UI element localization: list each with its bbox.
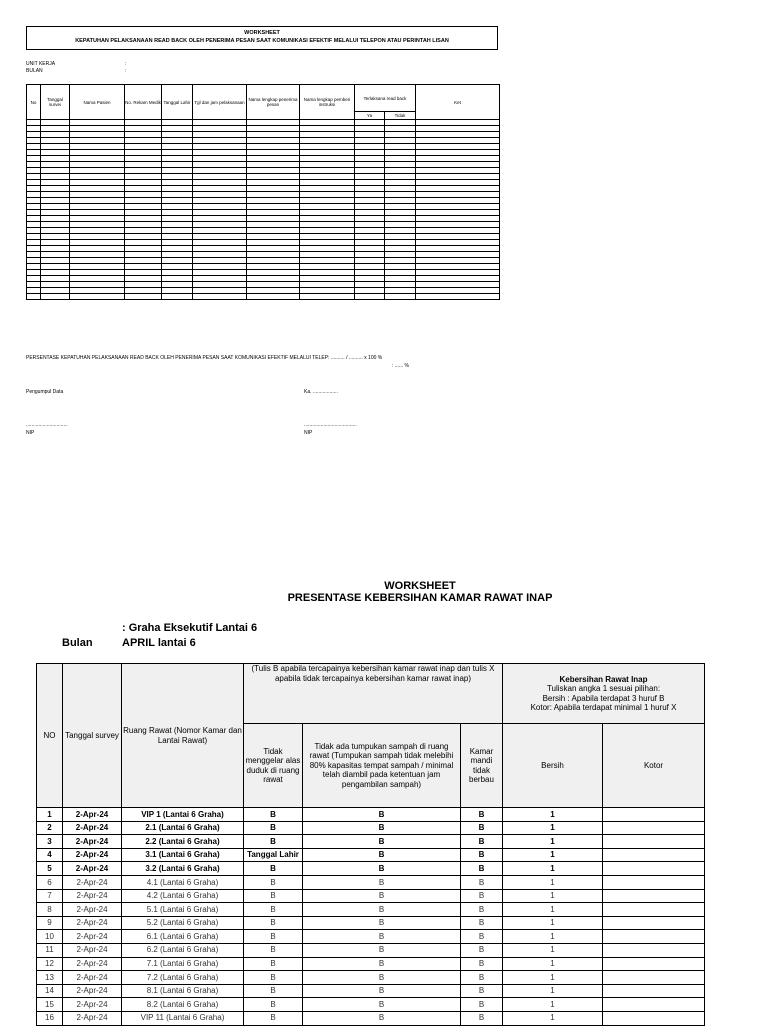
worksheet1-title-box	[26, 26, 498, 50]
row-tidak-menggelar: B	[244, 930, 303, 944]
row-kotor	[603, 943, 705, 957]
row-kamar-mandi: B	[461, 835, 503, 849]
row-no: 11	[37, 943, 63, 957]
row-tanggal: 2-Apr-24	[63, 875, 122, 889]
row-tanggal: 2-Apr-24	[63, 930, 122, 944]
row-bersih: 1	[503, 971, 603, 985]
row-tidak-menggelar: B	[244, 971, 303, 985]
ka-label: Ka. ..................	[304, 389, 338, 395]
nip-right: NIP	[304, 430, 313, 436]
row-tidak-menggelar: B	[244, 984, 303, 998]
row-tanggal: 2-Apr-24	[63, 808, 122, 822]
readback-table	[26, 84, 500, 300]
row-no: 7	[37, 889, 63, 903]
row-tanggal: 2-Apr-24	[63, 848, 122, 862]
row-bersih: 1	[503, 1011, 603, 1025]
row-tidak-menggelar: B	[244, 903, 303, 917]
row-ruang: 7.2 (Lantai 6 Graha)	[122, 971, 244, 985]
unit-kerja-label: UNIT KERJA	[26, 61, 56, 67]
row-kotor	[603, 984, 705, 998]
table-row	[37, 998, 705, 1012]
row-bersih: 1	[503, 930, 603, 944]
th2-no: NO	[37, 664, 63, 808]
row-tanggal: 2-Apr-24	[63, 862, 122, 876]
table-cell	[300, 294, 355, 300]
th-ya: Ya	[355, 112, 385, 120]
row-kotor	[603, 998, 705, 1012]
th2-tanggal: Tanggal survey	[63, 664, 122, 808]
row-kamar-mandi: B	[461, 821, 503, 835]
worksheet1-subtitle: KEPATUHAN PELAKSANAAN READ BACK OLEH PENERIMA PESAN SAAT KOMUNIKASI EFEKTIF MELALUI TELEPON ATAU PERINTAH LISAN	[75, 38, 449, 44]
row-kamar-mandi: B	[461, 875, 503, 889]
table-cell	[162, 294, 193, 300]
row-ruang: 4.1 (Lantai 6 Graha)	[122, 875, 244, 889]
row-kotor	[603, 862, 705, 876]
row-no: 4	[37, 848, 63, 862]
row-no: 15	[37, 998, 63, 1012]
table-row	[37, 821, 705, 835]
row-kotor	[603, 903, 705, 917]
row-kamar-mandi: B	[461, 916, 503, 930]
row-no: 10	[37, 930, 63, 944]
row-bersih: 1	[503, 984, 603, 998]
row-tidak-menggelar: B	[244, 943, 303, 957]
table-row	[37, 930, 705, 944]
unit-value: : Graha Eksekutif Lantai 6	[122, 622, 258, 634]
row-tidak-menggelar: B	[244, 916, 303, 930]
row-tumpukan: B	[303, 862, 461, 876]
row-bersih: 1	[503, 808, 603, 822]
row-tanggal: 2-Apr-24	[63, 984, 122, 998]
row-tumpukan: B	[303, 943, 461, 957]
row-tidak-menggelar: B	[244, 808, 303, 822]
row-ruang: VIP 1 (Lantai 6 Graha)	[122, 808, 244, 822]
th2-kebersihan-sub1: Tuliskan angka 1 sesuai pilihan:	[546, 684, 661, 693]
table-row	[37, 835, 705, 849]
row-tanggal: 2-Apr-24	[63, 1011, 122, 1025]
row-kotor	[603, 808, 705, 822]
th-ket: Ket	[416, 85, 500, 120]
row-no: 5	[37, 862, 63, 876]
row-ruang: 8.1 (Lantai 6 Graha)	[122, 984, 244, 998]
row-bersih: 1	[503, 835, 603, 849]
row-ruang: 5.1 (Lantai 6 Graha)	[122, 903, 244, 917]
row-tumpukan: B	[303, 971, 461, 985]
table-cell	[416, 294, 500, 300]
th2-kebersihan-sub2: Bersih : Apabila terdapat 3 huruf B	[542, 693, 665, 703]
table-cell	[247, 294, 300, 300]
row-kamar-mandi: B	[461, 998, 503, 1012]
row-kamar-mandi: B	[461, 1011, 503, 1025]
table-cell	[355, 294, 385, 300]
worksheet2-title: WORKSHEET	[384, 580, 456, 592]
table-row	[37, 808, 705, 822]
row-tanggal: 2-Apr-24	[63, 971, 122, 985]
row-tidak-menggelar: B	[244, 862, 303, 876]
signature-dots-left: ..............................	[26, 422, 68, 428]
row-bersih: 1	[503, 957, 603, 971]
row-tanggal: 2-Apr-24	[63, 835, 122, 849]
row-ruang: 4.2 (Lantai 6 Graha)	[122, 889, 244, 903]
table-row	[37, 943, 705, 957]
row-bersih: 1	[503, 889, 603, 903]
row-kotor	[603, 875, 705, 889]
row-no: 2	[37, 821, 63, 835]
row-no: 12	[37, 957, 63, 971]
th-penerima: Nama lengkap penerima pesan	[247, 85, 300, 120]
table-row	[37, 971, 705, 985]
table-row	[27, 294, 500, 300]
unit-kerja-colon: :	[125, 61, 127, 67]
row-tidak-menggelar: B	[244, 957, 303, 971]
table-row	[37, 957, 705, 971]
row-kotor	[603, 971, 705, 985]
th2-kebersihan-sub3: Kotor: Apabila terdapat minimal 1 huruf X	[530, 703, 677, 712]
bulan-colon: :	[125, 68, 127, 74]
th2-kamar-mandi: Kamar mandi tidak berbau	[461, 724, 503, 808]
row-tumpukan: B	[303, 930, 461, 944]
th-no: No	[27, 85, 41, 120]
row-tanggal: 2-Apr-24	[63, 903, 122, 917]
row-kotor	[603, 1011, 705, 1025]
table-cell	[27, 294, 41, 300]
row-kotor	[603, 889, 705, 903]
row-tumpukan: B	[303, 808, 461, 822]
row-tidak-menggelar: B	[244, 889, 303, 903]
worksheet2-title-block	[230, 580, 610, 604]
row-kamar-mandi: B	[461, 957, 503, 971]
th2-kotor: Kotor	[603, 724, 705, 808]
th-tidak: Tidak	[385, 112, 416, 120]
th-rekam-medik: No. Rekam Medik	[125, 85, 162, 120]
kebersihan-table	[36, 663, 705, 1026]
worksheet1-title: WORKSHEET	[244, 30, 280, 36]
row-bersih: 1	[503, 943, 603, 957]
row-tumpukan: B	[303, 957, 461, 971]
row-tumpukan: B	[303, 916, 461, 930]
bulan2-value: APRIL lantai 6	[122, 637, 196, 649]
row-kamar-mandi: B	[461, 930, 503, 944]
th2-bersih: Bersih	[503, 724, 603, 808]
row-ruang: 2.2 (Lantai 6 Graha)	[122, 835, 244, 849]
row-kotor	[603, 916, 705, 930]
row-no: 8	[37, 903, 63, 917]
row-kamar-mandi: B	[461, 862, 503, 876]
row-tumpukan: B	[303, 998, 461, 1012]
row-ruang: VIP 11 (Lantai 6 Graha)	[122, 1011, 244, 1025]
table-row	[37, 889, 705, 903]
table-row	[37, 875, 705, 889]
row-no: 13	[37, 971, 63, 985]
table-row	[37, 862, 705, 876]
row-ruang: 2.1 (Lantai 6 Graha)	[122, 821, 244, 835]
worksheet2-subtitle: PRESENTASE KEBERSIHAN KAMAR RAWAT INAP	[287, 592, 553, 604]
row-tanggal: 2-Apr-24	[63, 943, 122, 957]
row-ruang: 5.2 (Lantai 6 Graha)	[122, 916, 244, 930]
table-cell	[385, 294, 416, 300]
table-row	[37, 848, 705, 862]
row-tumpukan: B	[303, 903, 461, 917]
persentase-text: PERSENTASE KEPATUHAN PELAKSANAAN READ BACK OLEH PENERIMA PESAN SAAT KOMUNIKASI EFEKTIF MELALUI TELEP: .......... / .......... x 100 %	[26, 355, 383, 361]
row-tidak-menggelar: B	[244, 998, 303, 1012]
table-cell	[125, 294, 162, 300]
row-tumpukan: B	[303, 889, 461, 903]
row-ruang: 8.2 (Lantai 6 Graha)	[122, 998, 244, 1012]
row-bersih: 1	[503, 916, 603, 930]
row-no: 14	[37, 984, 63, 998]
th-terlaksana: Terlaksana read back	[355, 85, 416, 112]
row-tanggal: 2-Apr-24	[63, 957, 122, 971]
row-no: 6	[37, 875, 63, 889]
row-no: 3	[37, 835, 63, 849]
row-tumpukan: B	[303, 821, 461, 835]
th-tgl-jam: Tgl dan jam pelaksanaan	[193, 85, 247, 120]
row-ruang: 3.1 (Lantai 6 Graha)	[122, 848, 244, 862]
row-tanggal: 2-Apr-24	[63, 821, 122, 835]
th2-tumpukan: Tidak ada tumpukan sampah di ruang rawat (Tumpukan sampah tidak melebihi 80% kapasitas tempat sampah / minimal telah diambil pada ketentuan jam pengambilan sampah)	[303, 724, 461, 808]
row-bersih: 1	[503, 848, 603, 862]
th2-kebersihan	[503, 664, 705, 724]
table-row	[37, 984, 705, 998]
th2-ruang: Ruang Rawat (Nomor Kamar dan Lantai Rawat)	[122, 664, 244, 808]
row-bersih: 1	[503, 821, 603, 835]
row-kamar-mandi: B	[461, 984, 503, 998]
th-tanggal: Tanggal survei	[41, 85, 70, 120]
row-no: 16	[37, 1011, 63, 1025]
th2-tidak-menggelar: Tidak menggelar alas duduk di ruang rawat	[244, 724, 303, 808]
row-tumpukan: B	[303, 984, 461, 998]
pengumpul-data-label: Pengumpul Data	[26, 389, 64, 395]
nip-left: NIP	[26, 430, 35, 436]
bulan2-label: Bulan	[62, 637, 93, 649]
row-kotor	[603, 835, 705, 849]
table-row	[37, 1011, 705, 1025]
th-nama-pasien: Nama Pasien	[70, 85, 125, 120]
row-kotor	[603, 930, 705, 944]
bulan-label: BULAN	[26, 68, 43, 74]
row-bersih: 1	[503, 903, 603, 917]
row-bersih: 1	[503, 862, 603, 876]
row-tanggal: 2-Apr-24	[63, 916, 122, 930]
row-tidak-menggelar: B	[244, 1011, 303, 1025]
row-ruang: 6.1 (Lantai 6 Graha)	[122, 930, 244, 944]
row-ruang: 3.2 (Lantai 6 Graha)	[122, 862, 244, 876]
row-no: 9	[37, 916, 63, 930]
row-tumpukan: B	[303, 875, 461, 889]
row-tanggal: 2-Apr-24	[63, 889, 122, 903]
row-kamar-mandi: B	[461, 808, 503, 822]
th2-tulis-instruction: (Tulis B apabila tercapainya kebersihan kamar rawat inap dan tulis X apabila tidak tercapainya kebersihan kamar rawat inap)	[244, 664, 503, 724]
row-bersih: 1	[503, 875, 603, 889]
row-tidak-menggelar: B	[244, 821, 303, 835]
table-row	[37, 916, 705, 930]
row-kamar-mandi: B	[461, 889, 503, 903]
table-cell	[193, 294, 247, 300]
row-bersih: 1	[503, 998, 603, 1012]
table-cell	[70, 294, 125, 300]
row-tidak-menggelar: Tanggal Lahir	[244, 848, 303, 862]
table-cell	[41, 294, 70, 300]
row-tumpukan: B	[303, 835, 461, 849]
row-ruang: 7.1 (Lantai 6 Graha)	[122, 957, 244, 971]
row-ruang: 6.2 (Lantai 6 Graha)	[122, 943, 244, 957]
row-kamar-mandi: B	[461, 848, 503, 862]
persentase-result: : ...... %	[392, 363, 409, 369]
th-tgl-lahir: Tanggal Lahir	[162, 85, 193, 120]
row-kamar-mandi: B	[461, 971, 503, 985]
row-tidak-menggelar: B	[244, 875, 303, 889]
row-kamar-mandi: B	[461, 903, 503, 917]
th-pemberi: Nama lengkap pemberi instruksi	[300, 85, 355, 120]
row-tidak-menggelar: B	[244, 835, 303, 849]
th2-kebersihan-title: Kebersihan Rawat Inap	[559, 674, 648, 684]
signature-dots-right: ......................................	[304, 422, 357, 428]
row-no: 1	[37, 808, 63, 822]
row-kamar-mandi: B	[461, 943, 503, 957]
table-row	[37, 903, 705, 917]
row-tanggal: 2-Apr-24	[63, 998, 122, 1012]
row-tumpukan: B	[303, 1011, 461, 1025]
row-kotor	[603, 821, 705, 835]
row-kotor	[603, 848, 705, 862]
row-kotor	[603, 957, 705, 971]
row-tumpukan: B	[303, 848, 461, 862]
